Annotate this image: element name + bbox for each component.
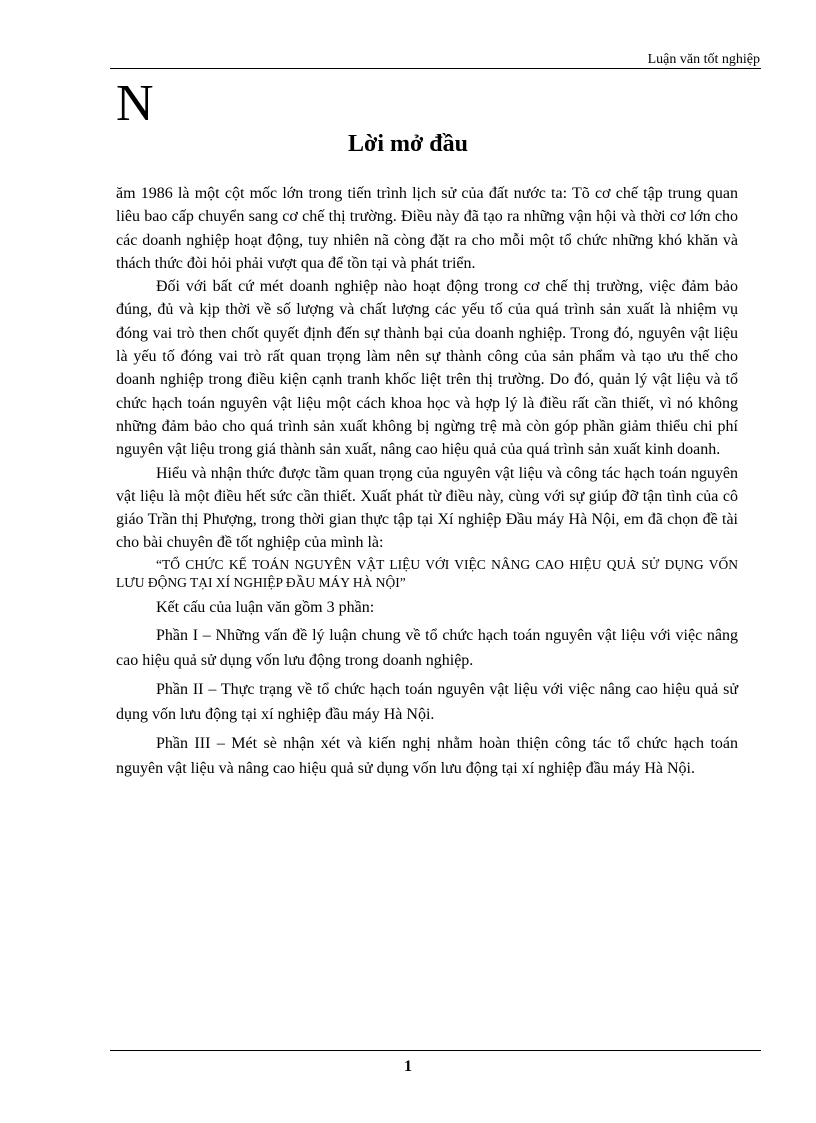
paragraph-intro: ăm 1986 là một cột mốc lớn trong tiến trình lịch sử của đất nước ta: Tõ cơ chế tập trung quan liêu bao cấp chuyển sang cơ chế thị trường. Điều này đã tạo ra những vận hội và thời cơ lớn cho các doanh nghiệp hoạt động, tuy nhiên nã còng đặt ra cho mỗi một tổ chức những khó khăn và thách thức đòi hỏi phải vượt qua để tồn tại và phát triển. — [116, 185, 738, 272]
paragraph-part-1: Phần I – Những vấn đề lý luận chung về tổ chức hạch toán nguyên vật liệu với việc nâng cao hiệu quả sử dụng vốn lưu động trong doanh nghiệp. — [116, 627, 738, 670]
page-number: 1 — [404, 1058, 412, 1075]
paragraph-structure-intro: Kết cấu của luận văn gồm 3 phần: — [156, 598, 375, 616]
document-body — [116, 182, 738, 781]
paragraph-topic-choice: Hiểu và nhận thức được tầm quan trọng của nguyên vật liệu và công tác hạch toán nguyên vật liệu là một điều hết sức cần thiết. Xuất phát từ điều này, cùng với sự giúp đỡ tận tình của cô giáo Trần thị Phượng, trong thời gian thực tập tại Xí nghiệp Đầu máy Hà Nội, em đã chọn đề tài cho bài chuyên đề tốt nghiệp của mình là: — [116, 464, 738, 552]
thesis-title-quote: “TỔ CHỨC KẾ TOÁN NGUYÊN VẬT LIỆU VỚI VIỆC NÂNG CAO HIỆU QUẢ SỬ DỤNG VỐN LƯU ĐỘNG TẠI XÍ NGHIỆP ĐẦU MÁY HÀ NỘI” — [116, 556, 738, 590]
header-rule — [110, 68, 761, 69]
paragraph-importance: Đối với bất cứ mét doanh nghiệp nào hoạt động trong cơ chế thị trường, việc đảm bảo đúng, đủ và kịp thời về số lượng và chất lượng các yếu tố của quá trình sản xuất là nhiệm vụ đóng vai trò then chốt quyết định đến sự thành bại của doanh nghiệp. Trong đó, nguyên vật liệu là yếu tố đóng vai trò rất quan trọng làm nên sự thành công của sản phẩm và tạo ưu thế cho doanh nghiệp trong điều kiện cạnh tranh khốc liệt trên thị trường. Do đó, quản lý vật liệu và tổ chức hạch toán nguyên vật liệu một cách khoa học và hợp lý là điều rất cần thiết, vì nó không những đảm bảo cho quá trình sản xuất không bị ngừng trệ mà còn góp phần giảm thiểu chi phí nguyên vật liệu trong giá thành sản xuất, nâng cao hiệu quả của quá trình sản xuất kinh doanh. — [116, 278, 738, 459]
paragraph-part-3: Phần III – Mét sè nhận xét và kiến nghị nhằm hoàn thiện công tác tổ chức hạch toán nguyên vật liệu và nâng cao hiệu quả sử dụng vốn lưu động tại xí nghiệp đầu máy Hà Nội. — [116, 735, 738, 778]
drop-cap: N — [116, 75, 154, 132]
footer-rule — [110, 1050, 761, 1051]
paragraph-part-2: Phần II – Thực trạng về tổ chức hạch toán nguyên vật liệu với việc nâng cao hiệu quả sử dụng vốn lưu động tại xí nghiệp đầu máy Hà Nội. — [116, 681, 738, 724]
page-title: Lời mở đầu — [348, 131, 468, 157]
running-header: Luận văn tốt nghiệp — [647, 52, 760, 67]
